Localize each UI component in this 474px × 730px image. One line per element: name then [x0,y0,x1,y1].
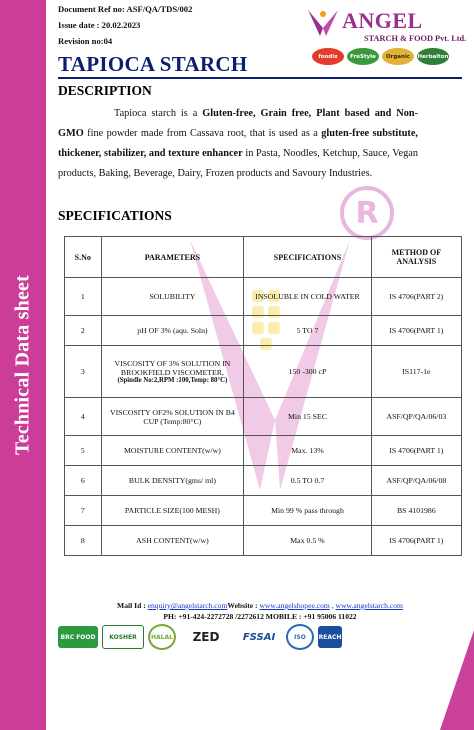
reach-logo: REACH [318,626,342,648]
desc-text: Tapioca starch is a [114,108,203,119]
cell-no: 8 [65,526,102,556]
page-title: TAPIOCA STARCH [58,52,248,76]
table-row [65,496,462,526]
website-link-1[interactable]: www.angelshopee.com [259,601,330,610]
page-number: 1 [455,634,460,644]
cell-method: ASF/QP/QA/06/03 [371,398,461,436]
brand-badge: Herbalton [417,48,449,65]
doc-ref: Document Ref no: ASF/QA/TDS/002 [58,4,193,14]
brc-food-logo: BRC FOOD [58,626,98,648]
website-label: Website : [227,601,260,610]
sidebar-label: Technical Data sheet [11,275,34,455]
halal-logo: HALAL [148,624,176,650]
col-header: SPECIFICATIONS [244,237,371,278]
logo-name: ANGEL [342,8,423,33]
cell-method: ASF/QP/QA/06/08 [371,466,461,496]
logo-subtitle: STARCH & FOOD Pvt. Ltd. [364,34,467,43]
brand-badge: Organic [382,48,414,65]
description-paragraph [58,104,418,184]
cell-no: 7 [65,496,102,526]
cell-method: IS 4706(PART 1) [371,316,461,346]
website-link-2[interactable]: www.angelstarch.com [335,601,403,610]
title-underline [58,77,462,79]
cell-param: MOISTURE CONTENT(w/w) [101,436,244,466]
table-row [65,346,462,398]
col-header: METHOD OF ANALYSIS [371,237,461,278]
cell-param: ASH CONTENT(w/w) [101,526,244,556]
contact-line-1 [58,600,462,611]
angel-wing-icon [306,6,340,40]
email-link[interactable]: enquiry@angelstarch.com [147,601,228,610]
cell-param: BULK DENSITY(gms/ ml) [101,466,244,496]
website-separator: , [329,601,336,610]
cell-param [101,346,244,398]
cell-method: IS117-1e [371,346,461,398]
cell-no: 5 [65,436,102,466]
brand-row [312,48,449,65]
company-logo [304,4,467,70]
zed-logo: ZED [192,630,220,644]
revision-no: Revision no:04 [58,36,113,46]
table-row [65,466,462,496]
cell-spec: 5 TO 7 [244,316,371,346]
cell-param: VISCOSITY OF2% SOLUTION IN B4 CUP (Temp:80°C) [101,398,244,436]
brand-badge: FreStyle [347,48,379,65]
cell-spec: Max 0.5 % [244,526,371,556]
cell-no: 2 [65,316,102,346]
param-text: VISCOSITY OF 3% SOLUTION IN BROOKFIELD VISCOMETER, [114,359,231,377]
table-row [65,278,462,316]
cell-method: BS 4101986 [371,496,461,526]
contact-block [58,600,462,622]
kosher-logo: KOSHER [102,625,144,649]
iso-logo: ISO [286,624,314,650]
side-band [0,0,46,730]
cell-spec: Max. 13% [244,436,371,466]
cell-no: 1 [65,278,102,316]
cell-spec: Min 15 SEC [244,398,371,436]
col-header: PARAMETERS [101,237,244,278]
cell-param: SOLUBILITY [101,278,244,316]
table-row [65,526,462,556]
specifications-heading: SPECIFICATIONS [58,208,172,223]
corner-triangle [440,630,474,730]
issue-date: Issue date : 20.02.2023 [58,20,141,30]
cell-method: IS 4706(PART 1) [371,526,461,556]
param-subtext: (Spindle No:2,RPM :100,Temp: 80°C) [117,377,228,384]
desc-bold: Gluten-free, Grain free, Plant based and Non-GMO [58,108,419,139]
desc-text: in Pasta, Noodles, Ketchup, Sauce, Vegan products, Baking, Beverage, Dairy, Frozen products and Savoury Industries. [58,148,418,179]
cell-param: PARTICLE SIZE(100 MESH) [101,496,244,526]
cell-no: 6 [65,466,102,496]
specifications-table [64,236,462,556]
table-row [65,436,462,466]
brand-badge: foodix [312,48,344,65]
cell-param: pH OF 3% (aqu. Soln) [101,316,244,346]
table-header-row [65,237,462,278]
cell-spec: 150 -300 cP [244,346,371,398]
desc-text: fine powder made from Cassava root, that is used as a [83,128,322,139]
fssai-logo: FSSAI [242,631,276,643]
table-row [65,398,462,436]
cell-method: IS 4706(PART 1) [371,436,461,466]
description-heading: DESCRIPTION [58,83,152,98]
cell-spec: Min 99 % pass through [244,496,371,526]
phone-line: PH: +91-424-2272728 /2272612 MOBILE : +91 95006 11022 [163,612,357,621]
cell-no: 3 [65,346,102,398]
cell-method: IS 4706(PART 2) [371,278,461,316]
table-row [65,316,462,346]
certification-logos [58,624,342,650]
desc-bold: gluten-free substitute, thickener, stabilizer, and texture enhancer [58,128,419,159]
cell-spec: INSOLUBLE IN COLD WATER [244,278,371,316]
cell-spec: 0.5 TO 0.7 [244,466,371,496]
col-header: S.No [65,237,102,278]
mail-label: Mail Id : [117,601,148,610]
registered-watermark-icon: R [340,186,394,240]
cell-no: 4 [65,398,102,436]
